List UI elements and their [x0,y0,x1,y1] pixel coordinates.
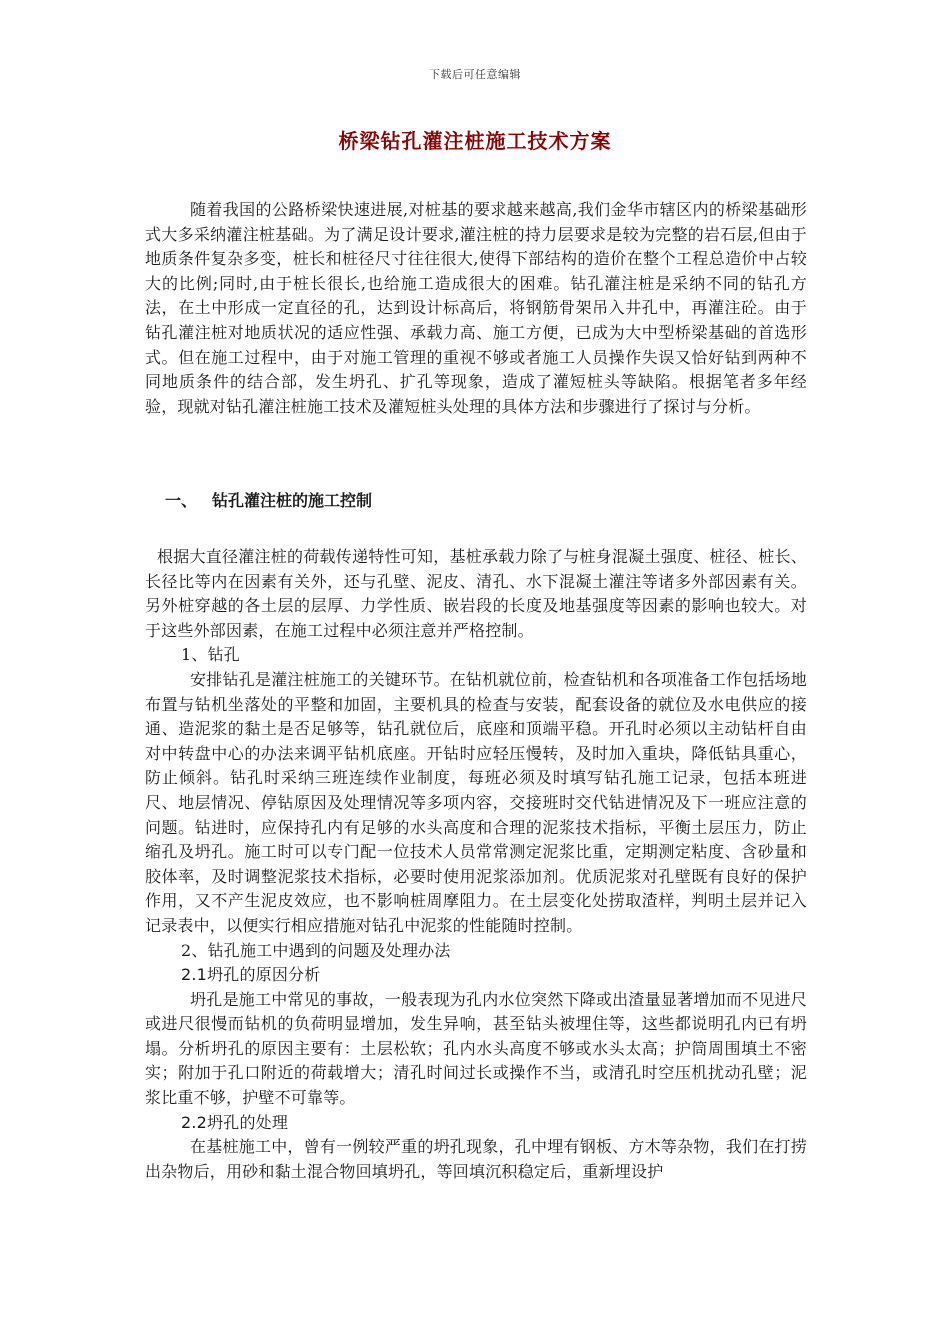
subsection-title [145,963,807,988]
subsection-paragraph: 在基桩施工中，曾有一例较严重的坍孔现象，孔中埋有钢板、方木等杂物，我们在打捞出杂物后，用砂和黏土混合物回填坍孔，等回填沉积稳定后，重新埋设护 [145,1137,807,1181]
document-title: 桥梁钻孔灌注桩施工技术方案 [338,129,612,153]
intro-paragraph: 随着我国的公路桥梁快速进展,对桩基的要求越来越高,我们金华市辖区内的桥梁基础形式大多采纳灌注桩基础。为了满足设计要求,灌注桩的持力层要求是较为完整的岩石层,但由于地质条件复杂多变，桩长和桩径尺寸往往很大,使得下部结构的造价在整个工程总造价中占较大的比例;同时,由于桩长很长,也给施工造成很大的困难。钻孔灌注桩是采纳不同的钻孔方法，在土中形成一定直径的孔，达到设计标高后，将钢筋骨架吊入井孔中，再灌注砼。由于钻孔灌注桩对地质状况的适应性强、承载力高、施工方便，已成为大中型桥梁基础的首选形式。但在施工过程中，由于对施工管理的重视不够或者施工人员操作失误又恰好钻到两种不同地质条件的结合部，发生坍孔、扩孔等现象，造成了灌短桩头等缺陷。根据笔者多年经验，现就对钻孔灌注桩施工技术及灌短桩头处理的具体方法和步骤进行了探讨与分析。 [145,200,807,416]
subsection-title: 2、钻孔施工中遇到的问题及处理办法 [181,940,451,960]
subsection-title [145,1111,807,1136]
subsection-title: 1、钻孔 [181,645,240,665]
subsection-number: 2.1 [181,965,208,985]
section-paragraph: 根据大直径灌注桩的荷载传递特性可知，基桩承载力除了与桩身混凝土强度、桩径、桩长、长径比等内在因素有关外，还与孔壁、泥皮、清孔、水下混凝土灌注等诸多外部因素有关。另外桩穿越的各土层的层厚、力学性质、嵌岩段的长度及地基强度等因素的影响也较大。对于这些外部因素，在施工过程中必须注意并严格控制。 [145,547,807,640]
subsection-paragraph: 坍孔是施工中常见的事故，一般表现为孔内水位突然下降或出渣量显著增加而不见进尺或进尺很慢而钻机的负荷明显增加，发生异响，甚至钻头被埋住等，这些都说明孔内已有坍塌。分析坍孔的原因主要有：土层松软；孔内水头高度不够或水头太高；护筒周围填土不密实；附加于孔口附近的荷载增大；清孔时间过长或操作不当，或清孔时空压机扰动孔壁；泥浆比重不够，护壁不可靠等。 [145,989,807,1108]
section-heading-text: 钻孔灌注桩的施工控制 [212,491,373,510]
section-number: 一、 [165,491,198,510]
subsection-paragraph: 安排钻孔是灌注桩施工的关键环节。在钻机就位前，检查钻机和各项准备工作包括场地布置与钻机坐落处的平整和加固，主要机具的检查与安装，配套设备的就位及水电供应的接通、造泥浆的黏土是否足够等，钻孔就位后，底座和顶端平稳。开孔时必须以主动钻杆自由对中转盘中心的办法来调平钻机底座。开钻时应轻压慢转，及时加入重块，降低钻具重心，防止倾斜。钻孔时采纳三班连续作业制度，每班必须及时填写钻孔施工记录，包括本班进尺、地层情况、停钻原因及处理情况等多项内容，交接班时交代钻进情况及下一班应注意的问题。钻进时，应保持孔内有足够的水头高度和合理的泥浆技术指标，平衡土层压力，防止缩孔及坍孔。施工时可以专门配一位技术人员常常测定泥浆比重，定期测定粘度、含砂量和胶体率，及时调整泥浆技术指标，必要时使用泥浆添加剂。优质泥浆对孔壁既有良好的保护作用，又不产生泥皮效应，也不影响桩周摩阻力。在土层变化处捞取渣样，判明土层并记入记录表中，以便实行相应措施对钻孔中泥浆的性能随时控制。 [145,669,807,935]
section-body [145,545,807,1184]
section-heading [165,488,372,511]
subsection-number: 2.2 [181,1112,208,1132]
subsection-title-text: 坍孔的原因分析 [207,965,321,985]
header-note: 下载后可任意编辑 [429,68,521,81]
intro-block [145,198,807,419]
subsection-title-text: 坍孔的处理 [207,1112,289,1132]
